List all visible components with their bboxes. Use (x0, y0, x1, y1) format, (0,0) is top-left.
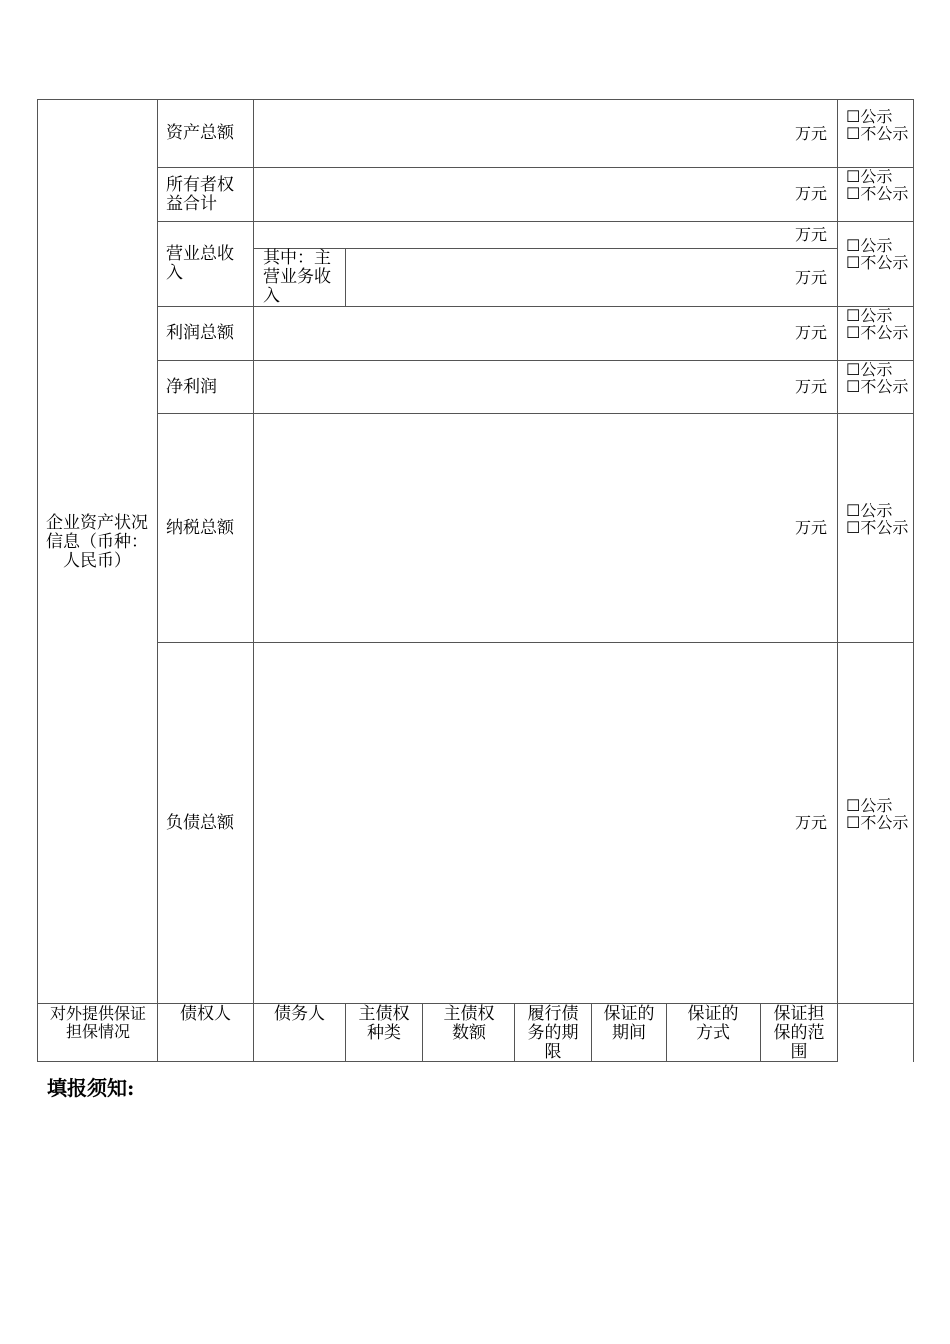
column-divider (837, 99, 838, 1062)
unit-label: 万元 (795, 225, 828, 244)
publish-option[interactable]: ☐公示 (846, 306, 893, 325)
not-publish-option[interactable]: ☐不公示 (846, 124, 909, 143)
guarantee-label: 对外提供保证担保情况 (49, 1004, 146, 1041)
row-label-main-revenue: 其中：主营业务收入 (263, 248, 331, 306)
row-divider (157, 413, 914, 414)
disclosure-choice[interactable] (846, 168, 912, 202)
publish-option[interactable]: ☐公示 (846, 501, 893, 520)
column-header: 债务人 (274, 1004, 325, 1024)
column-header: 保证担保的范围 (773, 1004, 825, 1062)
unit-label: 万元 (795, 813, 828, 832)
column-header: 债权人 (180, 1004, 231, 1024)
row-label-net-profit: 净利润 (166, 377, 217, 397)
column-header: 主债权数额 (443, 1004, 495, 1043)
column-divider (591, 1003, 592, 1062)
column-divider (666, 1003, 667, 1062)
row-label-total-profit: 利润总额 (166, 323, 234, 343)
row-label-owners-equity: 所有者权益合计 (166, 175, 234, 214)
disclosure-choice[interactable] (846, 797, 912, 831)
column-divider (253, 99, 254, 1062)
column-header: 主债权种类 (358, 1004, 410, 1043)
not-publish-option[interactable]: ☐不公示 (846, 518, 909, 537)
publish-option[interactable]: ☐公示 (846, 167, 893, 186)
not-publish-option[interactable]: ☐不公示 (846, 253, 909, 272)
publish-option[interactable]: ☐公示 (846, 796, 893, 815)
column-divider (514, 1003, 515, 1062)
notice-title: 填报须知: (47, 1076, 135, 1100)
column-divider (422, 1003, 423, 1062)
row-divider (253, 248, 838, 249)
row-divider (157, 642, 914, 643)
column-divider (345, 248, 346, 306)
disclosure-choice[interactable] (846, 307, 912, 341)
column-divider (760, 1003, 761, 1062)
table-border-right (913, 99, 914, 1062)
disclosure-choice[interactable] (846, 502, 912, 536)
column-header: 保证的方式 (687, 1004, 739, 1043)
unit-label: 万元 (795, 377, 828, 396)
column-header: 履行债务的期限 (527, 1004, 579, 1062)
row-label-total-revenue: 营业总收入 (166, 244, 234, 283)
unit-label: 万元 (795, 518, 828, 537)
row-divider (157, 221, 914, 222)
row-divider (157, 360, 914, 361)
publish-option[interactable]: ☐公示 (846, 360, 893, 379)
table-border-left (37, 99, 38, 1062)
not-publish-option[interactable]: ☐不公示 (846, 323, 909, 342)
row-divider (157, 306, 914, 307)
row-label-total-assets: 资产总额 (166, 123, 234, 143)
column-divider (157, 99, 158, 1062)
unit-label: 万元 (795, 124, 828, 143)
disclosure-choice[interactable] (846, 237, 912, 271)
publish-option[interactable]: ☐公示 (846, 107, 893, 126)
disclosure-choice[interactable] (846, 108, 912, 142)
row-label-total-tax: 纳税总额 (166, 518, 234, 538)
not-publish-option[interactable]: ☐不公示 (846, 184, 909, 203)
unit-label: 万元 (795, 184, 828, 203)
column-divider (345, 1003, 346, 1062)
table-border-top (37, 99, 914, 100)
unit-label: 万元 (795, 323, 828, 342)
disclosure-choice[interactable] (846, 361, 912, 395)
row-label-total-liabilities: 负债总额 (166, 813, 234, 833)
column-header: 保证的期间 (603, 1004, 655, 1043)
not-publish-option[interactable]: ☐不公示 (846, 813, 909, 832)
row-divider (157, 167, 914, 168)
unit-label: 万元 (795, 268, 828, 287)
not-publish-option[interactable]: ☐不公示 (846, 377, 909, 396)
publish-option[interactable]: ☐公示 (846, 236, 893, 255)
section-label: 企业资产状况信息（币种：人民币） (46, 513, 148, 571)
